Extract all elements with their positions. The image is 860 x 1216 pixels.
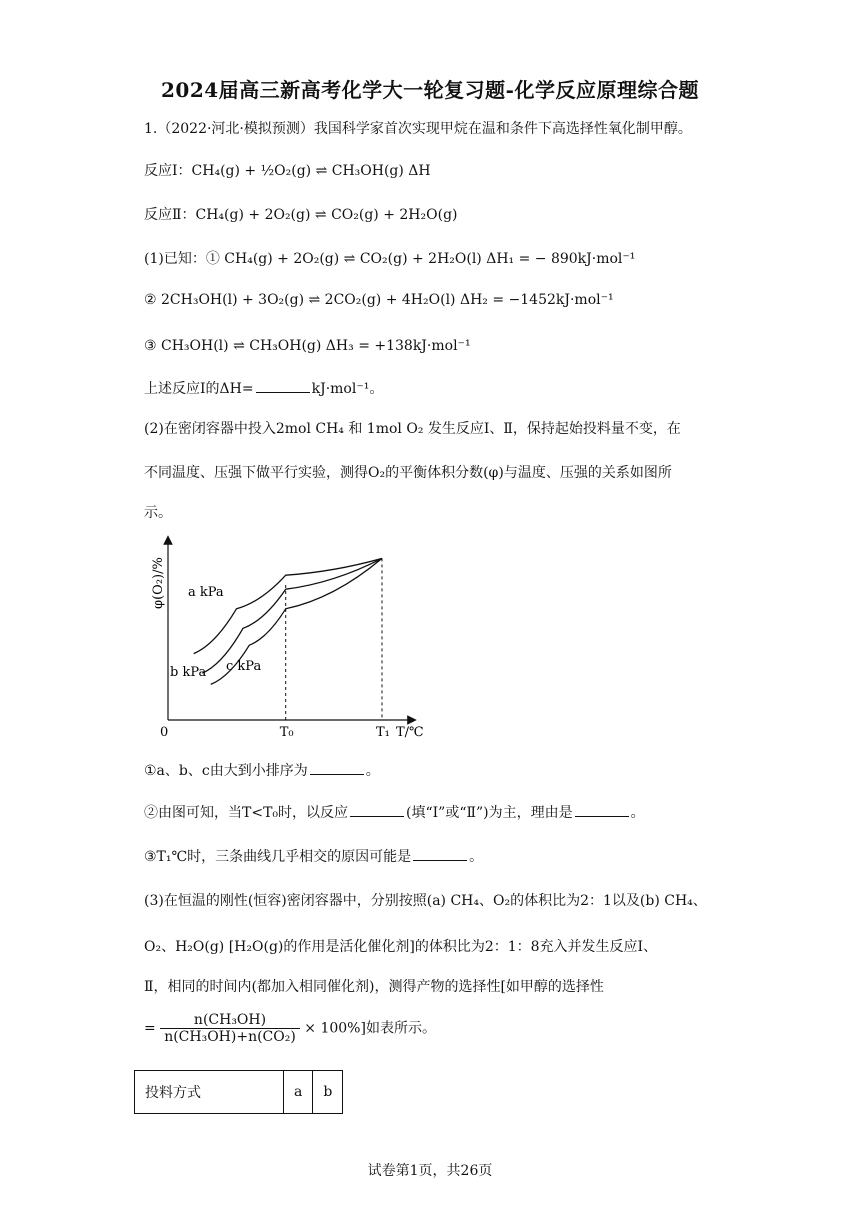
known-equation-2: ② 2CH₃OH(l) + 3O₂(g) ⇌ 2CO₂(g) + 4H₂O(l) ΔH₂ = −1452kJ·mol⁻¹	[144, 292, 614, 308]
known-equation-1: (1)已知：① CH₄(g) + 2O₂(g) ⇌ CO₂(g) + 2H₂O(l) ΔH₁ = − 890kJ·mol⁻¹	[144, 251, 636, 267]
known-equation-3: ③ CH₃OH(l) ⇌ CH₃OH(g) ΔH₃ = +138kJ·mol⁻¹	[144, 338, 471, 354]
answer-blank[interactable]	[256, 380, 310, 393]
answer-blank[interactable]	[413, 848, 467, 861]
reaction-2: 反应Ⅱ：CH₄(g) + 2O₂(g) ⇌ CO₂(g) + 2H₂O(g)	[144, 207, 458, 223]
answer-blank[interactable]	[575, 804, 629, 817]
selectivity-fraction	[160, 1012, 300, 1045]
x-axis-label: T/℃	[396, 725, 424, 740]
q1-answer-line	[144, 378, 383, 398]
q2-2-middle: (填“Ⅰ”或“Ⅱ”)为主，理由是	[406, 805, 573, 821]
q2-1-line	[144, 760, 380, 780]
selectivity-formula	[144, 1012, 436, 1045]
formula-denominator: n(CH₃OH)+n(CO₂)	[164, 1029, 296, 1045]
question-3-line-3: Ⅱ，相同的时间内(都加入相同催化剂)，测得产物的选择性[如甲醇的选择性	[144, 979, 604, 995]
o2-fraction-chart	[150, 530, 450, 740]
series-line-a	[194, 558, 382, 653]
origin-label: 0	[160, 725, 169, 740]
x-tick-t0: T₀	[279, 725, 294, 740]
q2-1-prefix: ①a、b、c由大到小排序为	[144, 763, 308, 779]
question-3-line-2: O₂、H₂O(g) [H₂O(g)的作用是活化催化剂]的体积比为2：1：8充入并发生反应Ⅰ、	[144, 939, 658, 955]
question-2-line-1: (2)在密闭容器中投入2mol CH₄ 和 1mol O₂ 发生反应Ⅰ、Ⅱ，保持起始投料量不变，在	[144, 421, 681, 437]
q2-3-end: 。	[469, 849, 484, 865]
y-axis-label: φ(O₂)/%	[151, 557, 166, 609]
q1-prefix: 上述反应Ⅰ的ΔH=	[144, 381, 254, 397]
question-2-line-3: 示。	[144, 505, 172, 521]
question-3-line-1: (3)在恒温的刚性(恒容)密闭容器中，分别按照(a) CH₄、O₂的体积比为2：1以及(b) CH₄、	[144, 893, 707, 909]
answer-blank[interactable]	[310, 762, 364, 775]
q1-end: 。	[369, 381, 384, 397]
q1-unit: kJ·mol⁻¹	[311, 381, 370, 397]
answer-blank[interactable]	[350, 804, 404, 817]
q2-3-text: ③T₁℃时，三条曲线几乎相交的原因可能是	[144, 849, 412, 865]
formula-numerator: n(CH₃OH)	[160, 1012, 300, 1029]
series-line-b	[202, 558, 382, 673]
table-col-b: b	[313, 1071, 343, 1114]
formula-prefix: =	[144, 1020, 156, 1037]
x-tick-t1: T₁	[376, 725, 390, 740]
table-col-a: a	[284, 1071, 313, 1114]
series-label-b: b kPa	[170, 665, 207, 680]
formula-suffix: × 100%]如表所示。	[304, 1020, 436, 1037]
table-row	[135, 1071, 343, 1114]
question-1-intro: 1.（2022·河北·模拟预测）我国科学家首次实现甲烷在温和条件下高选择性氧化制甲醇。	[144, 121, 692, 137]
q2-2-line	[144, 802, 645, 822]
reaction-1: 反应Ⅰ：CH₄(g) + ½O₂(g) ⇌ CH₃OH(g) ΔH	[144, 163, 431, 179]
page-footer: 试卷第1页，共26页	[367, 1163, 493, 1179]
feed-method-table	[134, 1070, 343, 1114]
series-label-c: c kPa	[226, 659, 262, 674]
table-header-cell: 投料方式	[135, 1071, 284, 1114]
q2-3-line	[144, 846, 483, 866]
q2-2-end: 。	[630, 805, 645, 821]
q2-1-end: 。	[365, 763, 380, 779]
page-title: 2024届高三新高考化学大一轮复习题-化学反应原理综合题	[161, 78, 699, 102]
series-label-a: a kPa	[188, 585, 224, 600]
question-2-line-2: 不同温度、压强下做平行实验，测得O₂的平衡体积分数(φ)与温度、压强的关系如图所	[144, 465, 672, 481]
q2-2-prefix: ②由图可知，当T<T₀时，以反应	[144, 805, 349, 821]
